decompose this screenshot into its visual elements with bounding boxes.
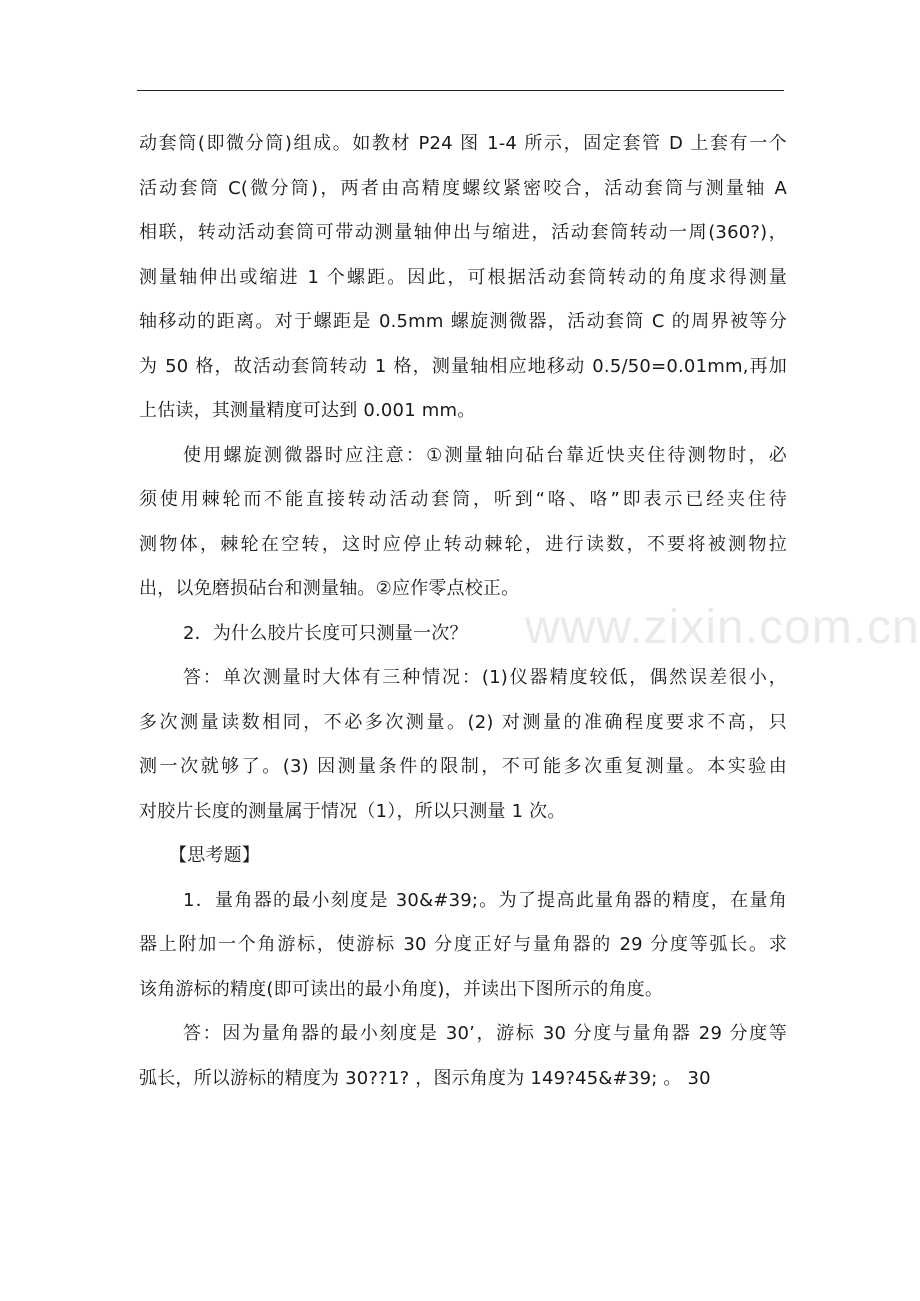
text-line: 答：因为量角器的最小刻度是 30’，游标 30 分度与量角器 29 分度等 bbox=[183, 1023, 787, 1044]
text-line: 动套筒(即微分筒)组成。如教材 P24 图 1-4 所示，固定套管 D 上套有一个 bbox=[139, 133, 787, 154]
text-line: 2．为什么胶片长度可只测量一次？ bbox=[183, 622, 468, 644]
text-line: 器上附加一个角游标，使游标 30 分度正好与量角器的 29 分度等弧长。求 bbox=[139, 934, 787, 955]
section-heading bbox=[139, 834, 787, 879]
watermark: www.zixin.com.cn bbox=[525, 601, 920, 654]
document-body bbox=[139, 122, 787, 1101]
text-line: 多次测量读数相同，不必多次测量。(2) 对测量的准确程度要求不高，只 bbox=[139, 711, 787, 733]
text-line: 须使用棘轮而不能直接转动活动套筒，听到“咯、咯”即表示已经夹住待 bbox=[139, 489, 787, 510]
text-line: 上估读，其测量精度可达到 0.001 mm。 bbox=[139, 400, 476, 421]
paragraph bbox=[139, 656, 787, 834]
text-line: 测量轴伸出或缩进 1 个螺距。因此，可根据活动套筒转动的角度求得测量 bbox=[139, 266, 787, 288]
paragraph bbox=[139, 122, 787, 434]
text-line: 使用螺旋测微器时应注意：①测量轴向砧台靠近快夹住待测物时，必 bbox=[183, 444, 787, 466]
text-line: 为 50 格，故活动套筒转动 1 格，测量轴相应地移动 0.5/50=0.01mm,再加 bbox=[139, 355, 787, 377]
text-line: 答：单次测量时大体有三种情况：(1)仪器精度较低，偶然误差很小， bbox=[183, 667, 787, 688]
text-line: 测一次就够了。(3) 因测量条件的限制，不可能多次重复测量。本实验由 bbox=[139, 756, 787, 777]
text-line: 测物体，棘轮在空转，这时应停止转动棘轮，进行读数，不要将被测物拉 bbox=[139, 533, 787, 555]
header-rule bbox=[137, 90, 784, 91]
text-line: 对胶片长度的测量属于情况（1），所以只测量 1 次。 bbox=[139, 800, 566, 822]
paragraph bbox=[139, 612, 787, 657]
text-line: 相联，转动活动套筒可带动测量轴伸出与缩进，活动套筒转动一周(360?)， bbox=[139, 222, 787, 243]
paragraph bbox=[139, 434, 787, 612]
text-line: 【思考题】 bbox=[169, 845, 260, 866]
text-line: 1．量角器的最小刻度是 30&#39;。为了提高此量角器的精度，在量角 bbox=[183, 889, 787, 911]
text-line: 该角游标的精度(即可读出的最小角度)，并读出下图所示的角度。 bbox=[139, 978, 664, 1000]
text-line: 出，以免磨损砧台和测量轴。②应作零点校正。 bbox=[139, 578, 520, 599]
text-line: 弧长，所以游标的精度为 30??1? ，图示角度为 149?45&#39; 。 30 bbox=[139, 1067, 711, 1089]
paragraph bbox=[139, 879, 787, 1013]
text-line: 活动套筒 C(微分筒)，两者由高精度螺纹紧密咬合，活动套筒与测量轴 A bbox=[139, 177, 787, 199]
paragraph bbox=[139, 1012, 787, 1101]
text-line: 轴移动的距离。对于螺距是 0.5mm 螺旋测微器，活动套筒 C 的周界被等分 bbox=[139, 311, 787, 332]
